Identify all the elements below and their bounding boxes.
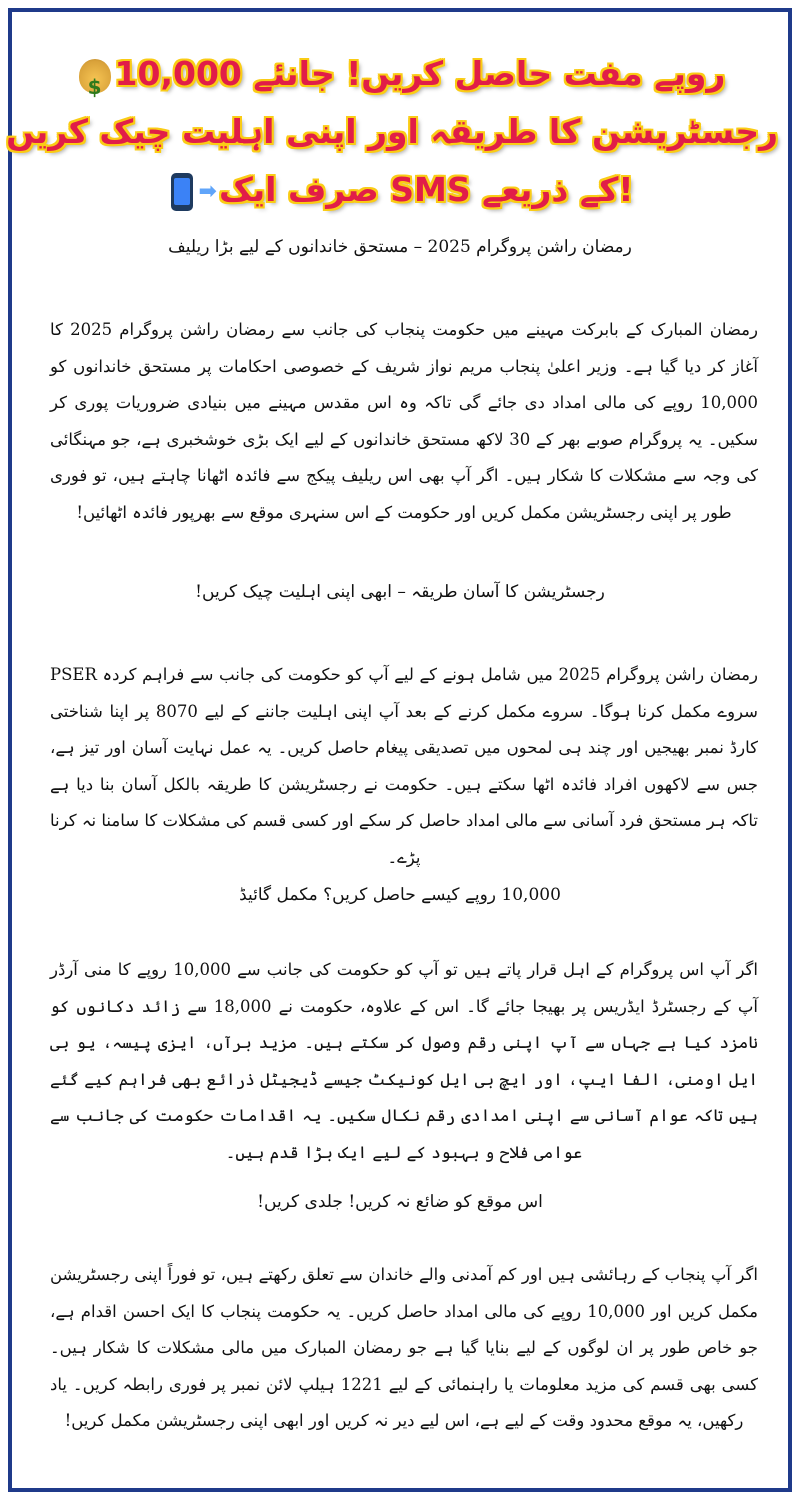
headline-text-1: روپے مفت حاصل کریں! جانئے 10,000 xyxy=(114,54,726,93)
phone-icon xyxy=(171,173,193,211)
article-content xyxy=(6,12,788,1488)
article-frame xyxy=(8,8,792,1492)
headline-text-3: !کے ذریعے SMS صرف ایک xyxy=(218,170,634,209)
headline-line-1 xyxy=(22,52,778,99)
headline-line-2 xyxy=(6,110,778,154)
paragraph-registration: رمضان راشن پروگرام 2025 میں شامل ہونے کے لیے آپ کو حکومت کی جانب سے فراہم کردہ PSER سروے مکمل کرنا ہوگا۔ سروے مکمل کرنے کے بعد آپ اپنی اہلیت جاننے کے لیے 8070 پر اپنا شناختی کارڈ نمبر بھیجیں اور چند ہی لمحوں میں تصدیقی پیغام حاصل کریں۔ یہ عمل نہایت آسان اور تیز ہے، جس سے لاکھوں افراد فائدہ اٹھا سکتے ہیں۔ حکومت نے رجسٹریشن کا طریقہ بالکل آسان بنا دیا ہے تاکہ ہر مستحق فرد آسانی سے مالی امداد حاصل کر سکے اور کسی قسم کی مشکلات کا سامنا نہ کرنا پڑے۔ xyxy=(50,665,758,867)
heading-guide: 10,000 روپے کیسے حاصل کریں؟ مکمل گائیڈ xyxy=(239,885,561,905)
heading-hurry: اس موقع کو ضائع نہ کریں! جلدی کریں! xyxy=(257,1192,543,1212)
paragraph-intro: رمضان المبارک کے بابرکت مہینے میں حکومت پنجاب کی جانب سے رمضان راشن پروگرام 2025 کا آغاز کر دیا گیا ہے۔ وزیر اعلیٰ پنجاب مریم نواز شریف کے خصوصی احکامات پر مستحق خاندانوں کو 10,000 روپے کی مالی امداد دی جائے گی تاکہ وہ اس مقدس مہینے میں بنیادی ضروریات پوری کر سکیں۔ یہ پروگرام صوبے بھر کے 30 لاکھ مستحق خاندانوں کے لیے ایک بڑی خوشخبری ہے، جو مہنگائی کی وجہ سے مشکلات کا شکار ہیں۔ اگر آپ بھی اس ریلیف پیکج سے فائدہ اٹھانا چاہتے ہیں، تو فوری طور پر اپنی رجسٹریشن مکمل کریں اور حکومت کے اس سنہری موقع سے بھرپور فائدہ اٹھائیں! xyxy=(50,320,758,522)
headline-line-3 xyxy=(22,168,778,214)
headline-text-2: رجسٹریشن کا طریقہ اور اپنی اہلیت چیک کریں xyxy=(6,112,778,151)
arrow-icon: ➡ xyxy=(198,178,217,204)
article-subtitle: رمضان راشن پروگرام 2025 – مستحق خاندانوں کے لیے بڑا ریلیف xyxy=(168,237,632,257)
paragraph-guide: اگر آپ اس پروگرام کے اہل قرار پاتے ہیں تو آپ کو حکومت کی جانب سے 10,000 روپے کا منی آرڈر آپ کے رجسٹرڈ ایڈریس پر بھیجا جائے گا۔ اس کے علاوہ، حکومت نے 18,000 سے زائد دکانوں کو نامزد کیا ہے جہاں سے آپ اپنی رقم وصول کر سکتے ہیں۔ مزید برآں، ایزی پیسہ، یو بی ایل اومنی، الفا ایپ، اور ایچ بی ایل کونیکٹ جیسے ڈیجیٹل ذرائع بھی فراہم کیے گئے ہیں تاکہ عوام آسانی سے اپنی امدادی رقم نکال سکیں۔ یہ اقدامات حکومت کی جانب سے عوامی فلاح و بہبود کے لیے ایک بڑا قدم ہیں۔ xyxy=(50,960,758,1162)
paragraph-closing: اگر آپ پنجاب کے رہائشی ہیں اور کم آمدنی والے خاندان سے تعلق رکھتے ہیں، تو فوراً اپنی رجسٹریشن مکمل کریں اور 10,000 روپے کی مالی امداد حاصل کریں۔ یہ حکومت پنجاب کا ایک احسن اقدام ہے، جو خاص طور پر ان لوگوں کے لیے بنایا گیا ہے جو رمضان المبارک میں مالی مشکلات کا شکار ہیں۔ کسی بھی قسم کی مزید معلومات یا راہنمائی کے لیے 1221 ہیلپ لائن نمبر پر فوری رابطہ کریں۔ یاد رکھیں، یہ موقع محدود وقت کے لیے ہے، اس لیے دیر نہ کریں اور ابھی اپنی رجسٹریشن مکمل کریں! xyxy=(50,1265,758,1430)
money-bag-icon: $ xyxy=(79,59,111,93)
heading-registration: رجسٹریشن کا آسان طریقہ – ابھی اپنی اہلیت چیک کریں! xyxy=(195,582,605,602)
